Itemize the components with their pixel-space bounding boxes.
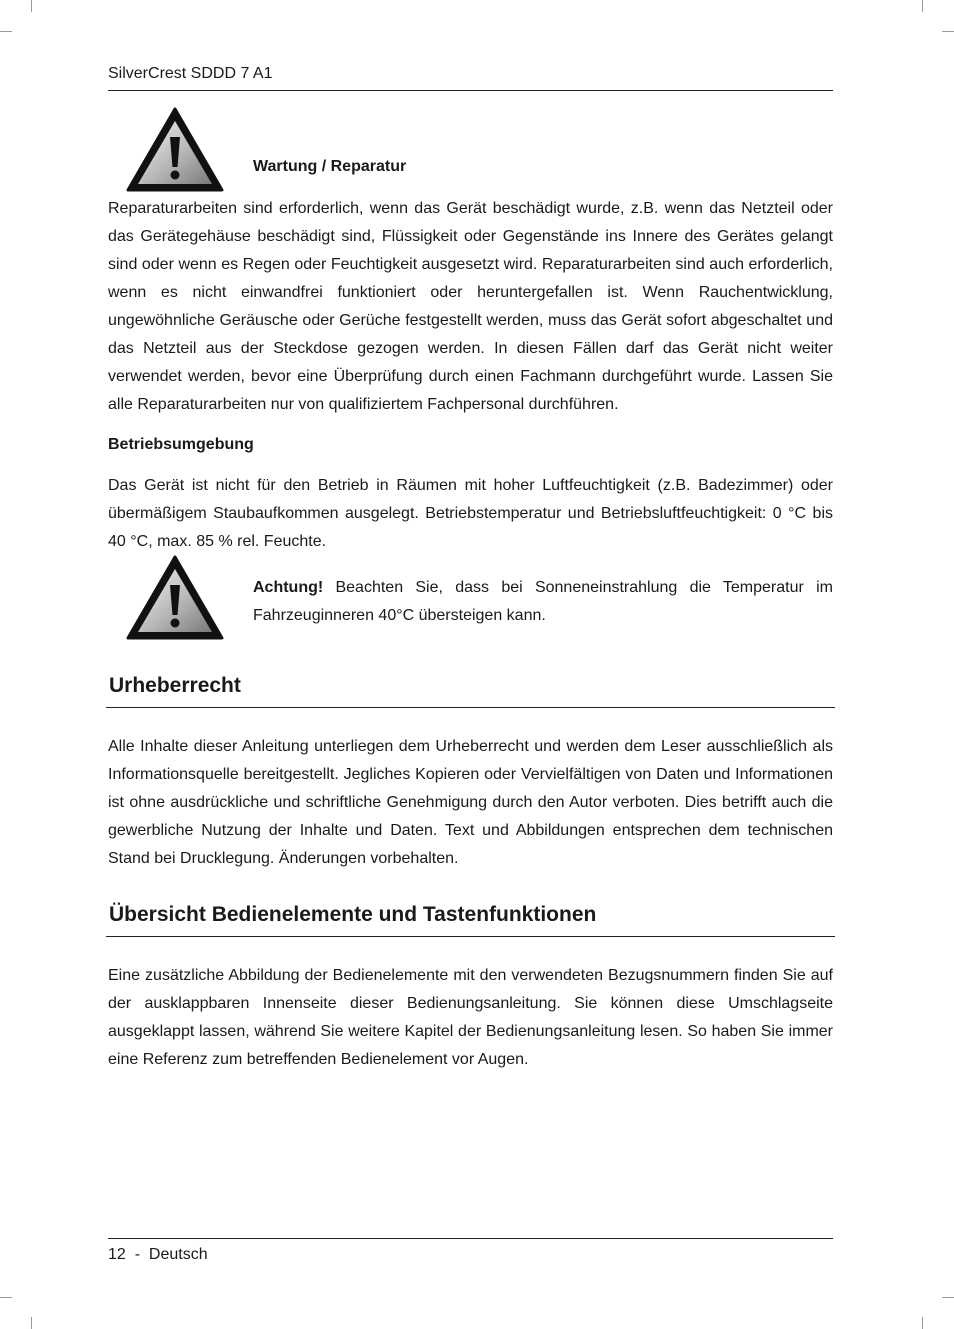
crop-mark (942, 31, 954, 32)
crop-mark (31, 1317, 32, 1329)
section-title-overview: Übersicht Bedienelemente und Tastenfunktionen (106, 900, 835, 937)
page-footer (108, 1238, 833, 1267)
section-title-copyright: Urheberrecht (106, 671, 835, 708)
crop-mark (922, 0, 923, 12)
document-title: SilverCrest SDDD 7 A1 (108, 65, 273, 82)
warning-triangle-icon (126, 555, 224, 641)
warning-text: Beachten Sie, dass bei Sonneneinstrahlung die Temperatur im Fahrzeuginneren 40°C übersteigen kann. (253, 579, 833, 624)
footer-language: Deutsch (148, 1246, 208, 1263)
warning-note (253, 574, 833, 630)
footer-separator: - (134, 1246, 141, 1263)
paragraph-repair: Reparaturarbeiten sind erforderlich, wenn das Gerät beschädigt wurde, z.B. wenn das Netzteil oder das Gerätegehäuse beschädigt sind, Flüssigkeit oder Gegenstände ins Innere des Gerätes gelangt sind oder wenn es Regen oder Feuchtigkeit ausgesetzt wird. Reparaturarbeiten sind auch erforderlich, wenn es nicht einwandfrei funktioniert oder heruntergefallen ist. Wenn Rauchentwicklung, ungewöhnliche Geräusche oder Gerüche festgestellt werden, muss das Gerät sofort abgeschaltet und das Netzteil aus der Steckdose gezogen werden. In diesen Fällen darf das Gerät nicht weiter verwendet werden, bevor eine Überprüfung durch einen Fachmann durchgeführt wurde. Lassen Sie alle Reparaturarbeiten nur von qualifiziertem Fachpersonal durchführen. (108, 200, 833, 413)
paragraph-copyright: Alle Inhalte dieser Anleitung unterliegen dem Urheberrecht und werden dem Leser ausschließlich als Informationsquelle bereitgestellt. Jegliches Kopieren oder Vervielfältigen von Daten und Informationen ist ohne ausdrückliche und schriftliche Genehmigung durch den Autor verboten. Dies betrifft auch die gewerbliche Nutzung der Inhalte und Daten. Text und Abbildungen entsprechen dem technischen Stand bei Drucklegung. Änderungen vorbehalten. (108, 738, 833, 867)
page-header (108, 62, 833, 91)
crop-mark (942, 1297, 954, 1298)
warning-triangle-icon (126, 107, 224, 193)
crop-mark (922, 1317, 923, 1329)
warning-label: Achtung! (253, 579, 324, 596)
section-heading-repair: Wartung / Reparatur (253, 158, 407, 175)
crop-mark (0, 31, 12, 32)
section-heading-environment: Betriebsumgebung (108, 436, 254, 453)
page-number: 12 (108, 1246, 126, 1263)
crop-mark (31, 0, 32, 12)
crop-mark (0, 1297, 12, 1298)
paragraph-environment: Das Gerät ist nicht für den Betrieb in Räumen mit hoher Luftfeuchtigkeit (z.B. Badezimmer) oder übermäßigem Staubaufkommen ausgelegt. Betriebstemperatur und Betriebsluftfeuchtigkeit: 0 °C bis 40 °C, max. 85 % rel. Feuchte. (108, 477, 833, 550)
paragraph-overview: Eine zusätzliche Abbildung der Bedienelemente mit den verwendeten Bezugsnummern finden Sie auf der ausklappbaren Innenseite dieser Bedienungsanleitung. Sie können diese Umschlagseite ausgeklappt lassen, während Sie weitere Kapitel der Bedienungsanleitung lesen. So haben Sie immer eine Referenz zum betreffenden Bedienelement vor Augen. (108, 967, 833, 1068)
